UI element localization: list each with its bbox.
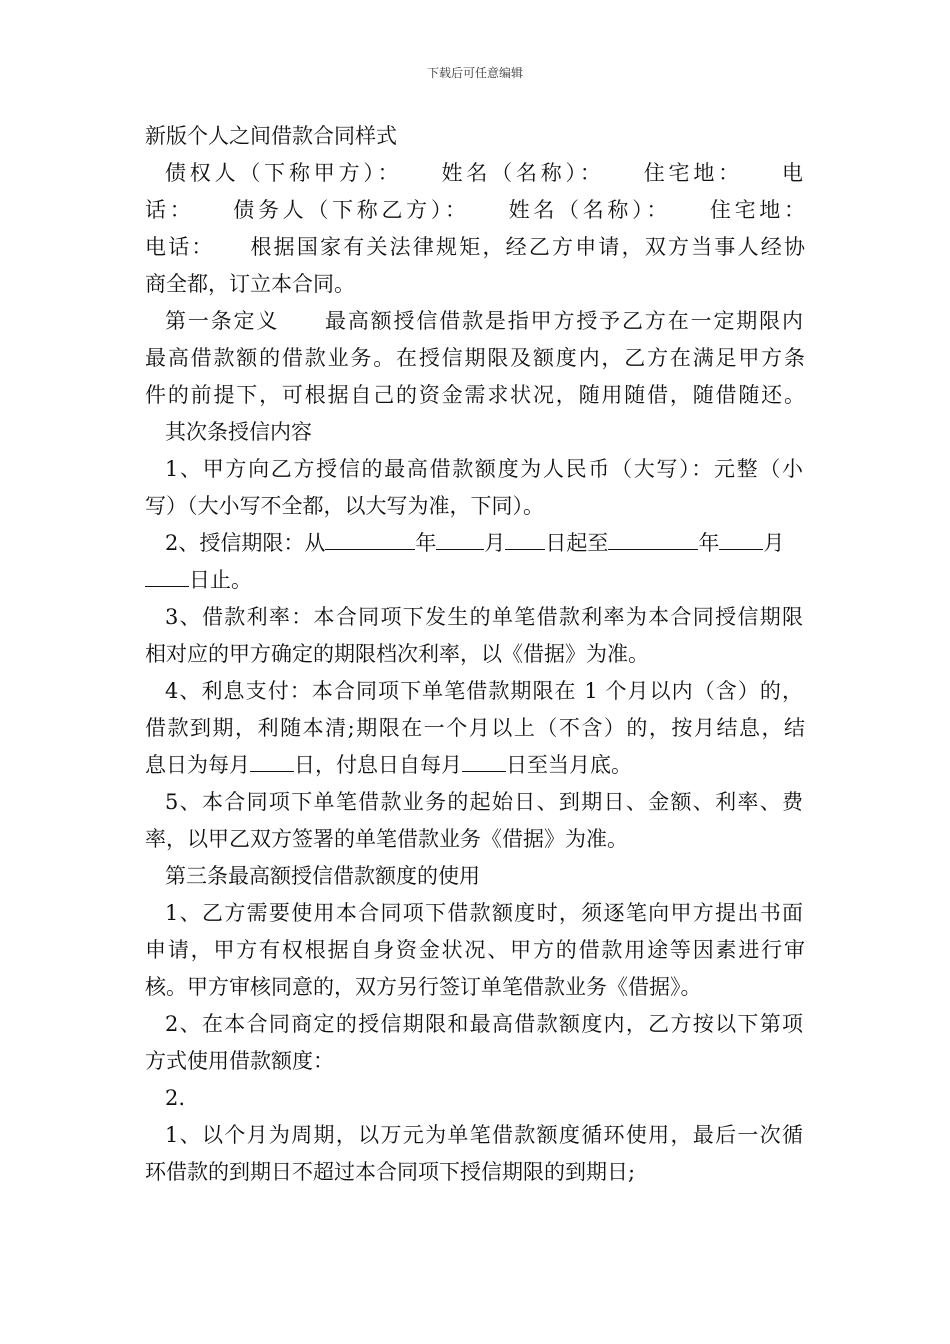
start-day-blank — [505, 529, 545, 550]
interest-text-3: 日至当月底。 — [506, 753, 632, 777]
doc-title: 新版个人之间借款合同样式 — [145, 124, 397, 148]
term-text-year: 年 — [415, 531, 437, 555]
start-month-blank — [436, 529, 484, 550]
clause-2-4-line-1: 4、利息支付：本合同项下单笔借款期限在 1 个月以内（含）的， — [165, 679, 803, 703]
clause-3-1-line-2: 申请，甲方有权根据自身资金状况、甲方的借款用途等因素进行审 — [145, 938, 805, 962]
party-line-3: 电话： 根据国家有关法律规矩，经乙方申请，双方当事人经协 — [145, 235, 805, 259]
party-line-2: 话： 债务人（下称乙方）： 姓名（名称）： 住宅地： — [145, 198, 805, 222]
interest-day-blank — [250, 751, 294, 772]
end-year-blank — [608, 529, 698, 550]
term-text-from: 2、授信期限：从 — [165, 531, 326, 555]
interest-text-2: 日，付息日自每月 — [294, 753, 462, 777]
term-text-end: 日止。 — [189, 568, 252, 592]
clause-2-4-line-3 — [145, 751, 805, 779]
page-header: 下载后可任意编辑 — [426, 66, 523, 80]
term-text-year-2: 年 — [698, 531, 720, 555]
option-1-line-1: 1、以个月为周期，以万元为单笔借款额度循环使用，最后一次循 — [165, 1123, 803, 1147]
start-year-blank — [325, 529, 415, 550]
clause-2-2-line-1 — [165, 529, 825, 557]
clause-2-5-line-1: 5、本合同项下单笔借款业务的起始日、到期日、金额、利率、费 — [165, 790, 803, 814]
term-text-to: 日起至 — [545, 531, 609, 555]
article-1-line-3: 件的前提下，可根据自己的资金需求状况，随用随借，随借随还。 — [145, 383, 805, 407]
clause-2-1-line-2: 写）（大小写不全都，以大写为准，下同）。 — [145, 494, 544, 518]
clause-3-1-line-3: 核。甲方审核同意的，双方另行签订单笔借款业务《借据》。 — [145, 975, 702, 999]
clause-2-5-line-2: 率，以甲乙双方签署的单笔借款业务《借据》为准。 — [145, 827, 628, 851]
end-month-blank — [719, 529, 763, 550]
party-line-4: 商全都，订立本合同。 — [145, 272, 355, 296]
term-text-month-2: 月 — [763, 531, 785, 555]
party-line-1: 债权人（下称甲方）： 姓名（名称）： 住宅地： 电 — [165, 161, 803, 185]
interest-text-1: 息日为每月 — [145, 753, 250, 777]
clause-3-2-line-1: 2、在本合同商定的授信期限和最高借款额度内，乙方按以下第项 — [165, 1012, 803, 1036]
article-3-heading: 第三条最高额授信借款额度的使用 — [165, 864, 480, 888]
clause-2-4-line-2: 借款到期，利随本清;期限在一个月以上（不含）的，按月结息，结 — [145, 716, 805, 740]
clause-2-2-line-2 — [145, 566, 805, 594]
article-1-line-2: 最高借款额的借款业务。在授信期限及额度内，乙方在满足甲方条 — [145, 346, 805, 370]
option-1-line-2: 环借款的到期日不超过本合同项下授信期限的到期日; — [145, 1160, 636, 1184]
article-2-heading: 其次条授信内容 — [165, 420, 312, 444]
clause-3-1-line-1: 1、乙方需要使用本合同项下借款额度时，须逐笔向甲方提出书面 — [165, 901, 803, 925]
clause-number: 2. — [165, 1086, 186, 1110]
article-1-line-1: 第一条定义 最高额授信借款是指甲方授予乙方在一定期限内 — [165, 309, 803, 333]
payment-day-blank — [462, 751, 506, 772]
term-text-month: 月 — [484, 531, 506, 555]
end-day-blank — [145, 566, 189, 587]
clause-3-2-line-2: 方式使用借款额度： — [145, 1049, 334, 1073]
clause-2-3-line-1: 3、借款利率：本合同项下发生的单笔借款利率为本合同授信期限 — [165, 605, 803, 629]
clause-2-1-line-1: 1、甲方向乙方授信的最高借款额度为人民币（大写）：元整（小 — [165, 457, 803, 481]
clause-2-3-line-2: 相对应的甲方确定的期限档次利率，以《借据》为准。 — [145, 642, 649, 666]
